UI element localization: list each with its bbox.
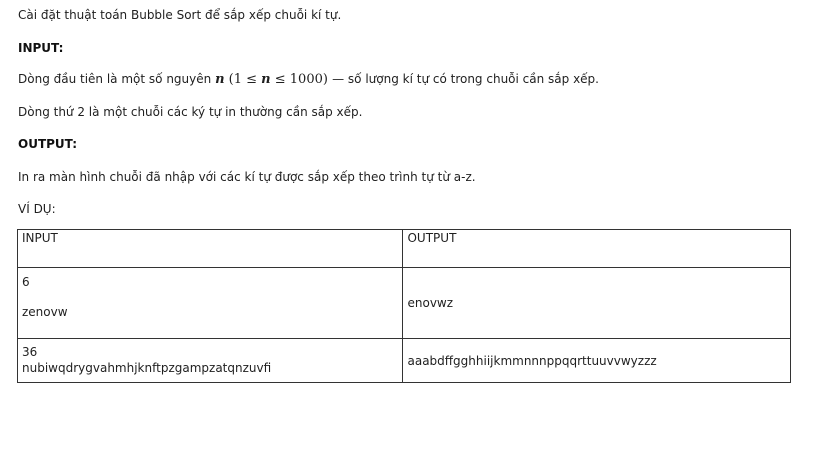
example-1-input-string: zenovw	[22, 305, 68, 319]
input-constraint-math	[215, 72, 332, 87]
input-heading: INPUT:	[18, 41, 64, 55]
table-row	[18, 339, 791, 383]
example-2-output-cell	[403, 339, 791, 383]
math-variable-n: n	[215, 72, 225, 87]
example-1-output-cell	[403, 268, 791, 339]
example-table	[17, 229, 791, 383]
input-description-line1	[18, 71, 599, 88]
header-input: INPUT	[18, 230, 403, 268]
example-1-input-n: 6	[22, 275, 30, 289]
example-label: VÍ DỤ:	[18, 202, 56, 216]
output-description: In ra màn hình chuỗi đã nhập với các kí tự được sắp xếp theo trình tự từ a-z.	[18, 170, 476, 184]
example-2-input-n: 36	[22, 345, 38, 359]
input-description-line2: Dòng thứ 2 là một chuỗi các ký tự in thường cần sắp xếp.	[18, 105, 363, 119]
header-output: OUTPUT	[403, 230, 791, 268]
example-2-input-cell	[18, 339, 403, 383]
table-row	[18, 268, 791, 339]
math-variable-n-2: n	[261, 72, 271, 87]
example-1-input-cell	[18, 268, 403, 339]
example-2-input-string: nubiwqdrygvahmhjknftpzgampzatqnzuvfi	[22, 361, 272, 375]
example-2-output: aaabdffgghhiijkmmnnnppqqrttuuvvwyzzz	[407, 353, 657, 368]
input-line1-text-after: — số lượng kí tự có trong chuỗi cần sắp xếp.	[332, 72, 599, 86]
output-heading: OUTPUT:	[18, 137, 77, 151]
math-range-open: (1 ≤	[228, 72, 258, 87]
intro-text: Cài đặt thuật toán Bubble Sort để sắp xếp chuỗi kí tự.	[18, 8, 342, 22]
math-range-close: ≤ 1000)	[274, 72, 328, 87]
example-1-output: enovwz	[407, 296, 454, 310]
table-header-row	[18, 230, 791, 268]
input-line1-text-before: Dòng đầu tiên là một số nguyên	[18, 72, 212, 86]
